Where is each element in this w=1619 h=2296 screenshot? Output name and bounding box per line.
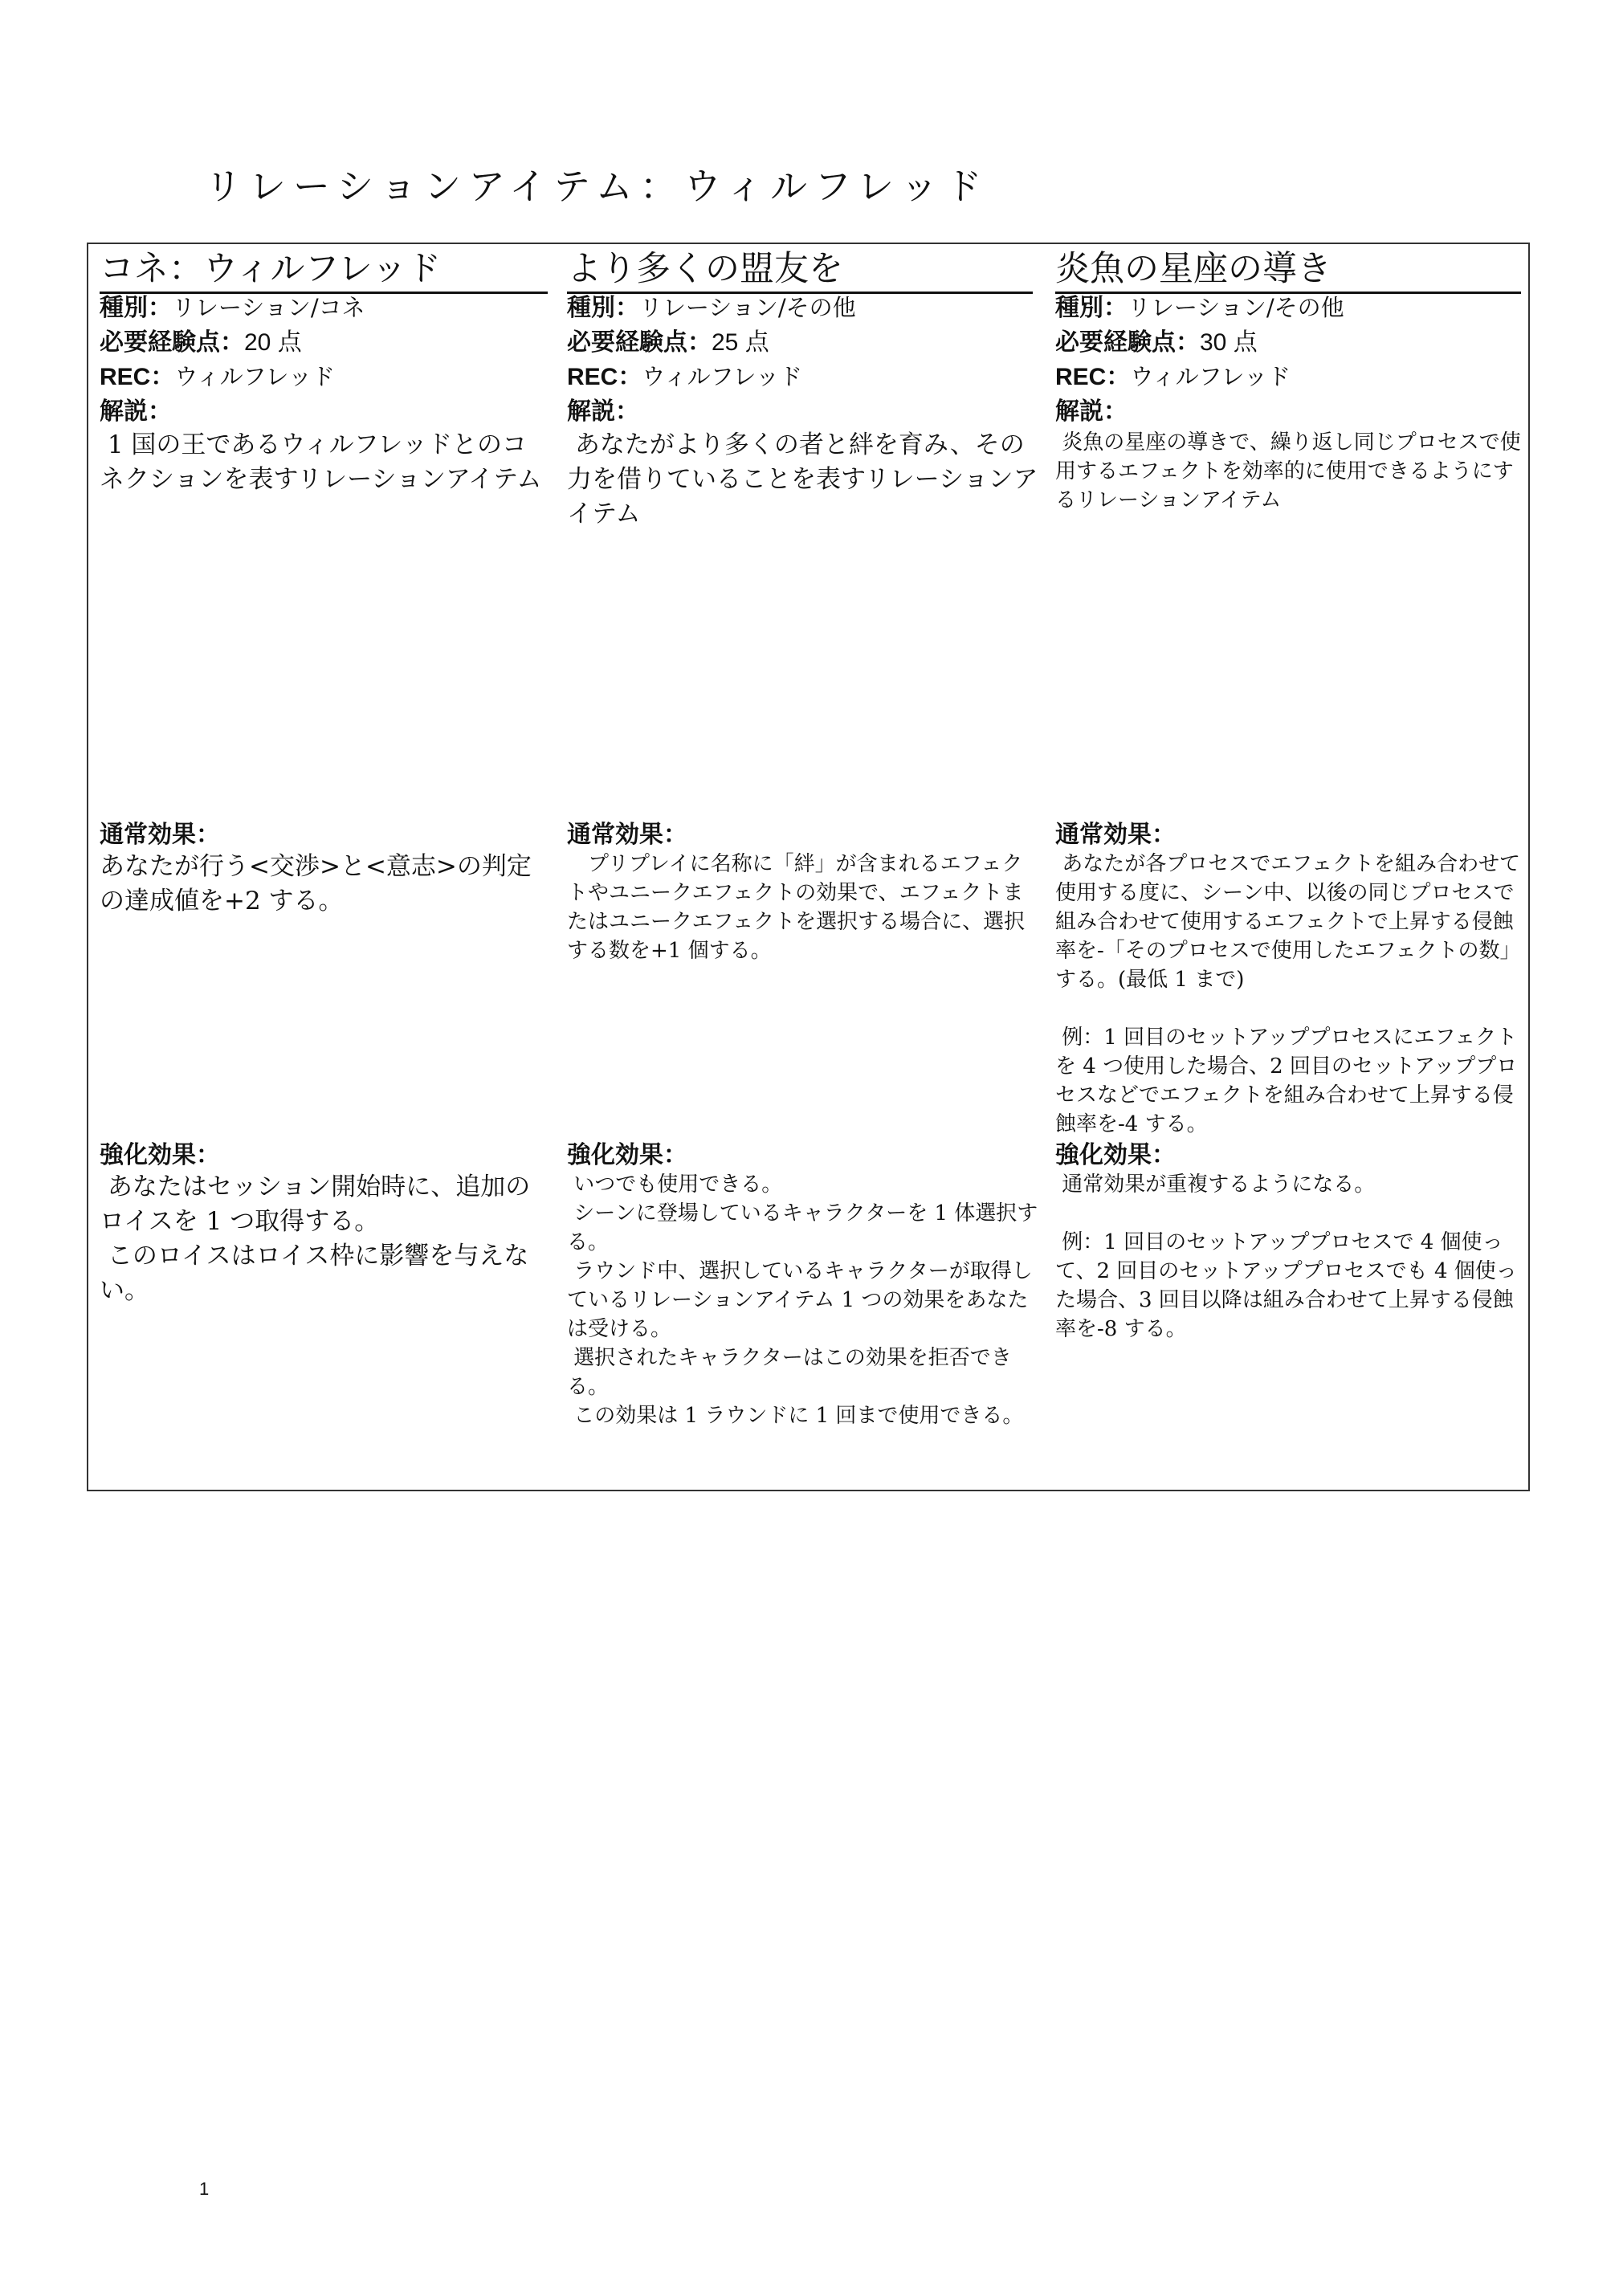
boost-effect-text: あなたはセッション開始時に、追加のロイスを 1 つ取得する。 このロイスはロイス枠に影響を与えない。 — [100, 1172, 531, 1305]
card-meta — [100, 291, 548, 429]
card-description: あなたがより多くの者と絆を育み、その力を借りていることを表すリレーションアイテム — [567, 430, 1038, 528]
desc-label: 解説： — [1055, 398, 1128, 425]
desc-row — [567, 394, 1039, 429]
type-row — [100, 291, 548, 325]
type-value: リレーション/その他 — [1128, 294, 1344, 321]
exp-label: 必要経験点： — [567, 329, 712, 356]
boost-effect-text: 通常効果が重複するようになる。 例：1 回目のセットアッププロセスで 4 個使って、2 回目のセットアッププロセスでも 4 個使った場合、3 回目以降は組み合わせて上昇する侵蝕率を-8 する。 — [1055, 1172, 1517, 1341]
boost-effect-text: いつでも使用できる。 シーンに登場しているキャラクターを 1 体選択する。 ラウンド中、選択しているキャラクターが取得しているリレーションアイテム 1 つの効果をあなたは受ける。 選択されたキャラクターはこの効果を拒否できる。 この効果は 1 ラウンドに 1 回まで使用できる。 — [567, 1172, 1038, 1428]
rec-value: ウィルフレッド — [174, 363, 336, 390]
card-description: 1 国の王であるウィルフレッドとのコネクションを表すリレーションアイテム — [100, 430, 542, 494]
rec-row — [567, 360, 1039, 394]
card-meta — [567, 291, 1039, 429]
rec-label: REC： — [567, 364, 642, 390]
type-value: リレーション/コネ — [172, 294, 365, 321]
rec-label: REC： — [1055, 364, 1131, 390]
exp-row — [1055, 325, 1521, 360]
desc-label: 解説： — [100, 398, 172, 425]
boost-effect-label: 強化効果： — [567, 1142, 687, 1168]
card-description: 炎魚の星座の導きで、繰り返し同じプロセスで使用するエフェクトを効率的に使用できるようにするリレーションアイテム — [1055, 430, 1521, 512]
exp-value: 25 点 — [712, 329, 769, 356]
exp-value: 30 点 — [1200, 329, 1258, 356]
document-title: リレーションアイテム：ウィルフレッド — [205, 165, 989, 208]
normal-effect-label: 通常効果： — [1055, 822, 1176, 848]
exp-row — [100, 325, 548, 360]
rec-row — [100, 360, 548, 394]
card-name: 炎魚の星座の導き — [1055, 244, 1521, 294]
rec-value: ウィルフレッド — [642, 363, 803, 390]
type-value: リレーション/その他 — [639, 294, 856, 321]
exp-value: 20 点 — [244, 329, 302, 356]
normal-effect-label: 通常効果： — [567, 822, 687, 848]
card-column-2 — [567, 244, 1039, 1490]
type-label: 種別： — [567, 295, 639, 321]
desc-label: 解説： — [567, 398, 639, 425]
normal-effect-text: あなたが各プロセスでエフェクトを組み合わせて使用する度に、シーン中、以後の同じプロセスで組み合わせて使用するエフェクトで上昇する侵蝕率を-「そのプロセスで使用したエフェクトの数」する。(最低 1 まで) 例：1 回目のセットアッププロセスにエフェクトを 4 つ使用した場合、2 回目のセットアッププロセスなどでエフェクトを組み合わせて上昇する侵蝕率を-4 する。 — [1055, 852, 1521, 1136]
desc-row — [1055, 394, 1521, 429]
normal-effect-text: あなたが行う<交渉>と<意志>の判定の達成値を+2 する。 — [100, 852, 532, 916]
relation-items-table — [87, 243, 1530, 1491]
exp-label: 必要経験点： — [1055, 329, 1200, 356]
type-row — [567, 291, 1039, 325]
rec-value: ウィルフレッド — [1130, 363, 1291, 390]
page-number: 1 — [199, 2179, 210, 2199]
rec-label: REC： — [100, 364, 175, 390]
card-column-1 — [100, 244, 548, 1490]
exp-row — [567, 325, 1039, 360]
normal-effect-text: プリプレイに名称に「絆」が含まれるエフェクトやユニークエフェクトの効果で、エフェクトまたはユニークエフェクトを選択する場合に、選択する数を+1 個する。 — [567, 852, 1026, 963]
type-row — [1055, 291, 1521, 325]
desc-row — [100, 394, 548, 429]
exp-label: 必要経験点： — [100, 329, 244, 356]
card-column-3 — [1055, 244, 1521, 1490]
type-label: 種別： — [100, 295, 172, 321]
normal-effect-label: 通常効果： — [100, 822, 220, 848]
type-label: 種別： — [1055, 295, 1128, 321]
boost-effect-label: 強化効果： — [1055, 1142, 1176, 1168]
rec-row — [1055, 360, 1521, 394]
boost-effect-label: 強化効果： — [100, 1142, 220, 1168]
card-name: コネ：ウィルフレッド — [100, 244, 548, 294]
card-name: より多くの盟友を — [567, 244, 1033, 294]
card-meta — [1055, 291, 1521, 429]
